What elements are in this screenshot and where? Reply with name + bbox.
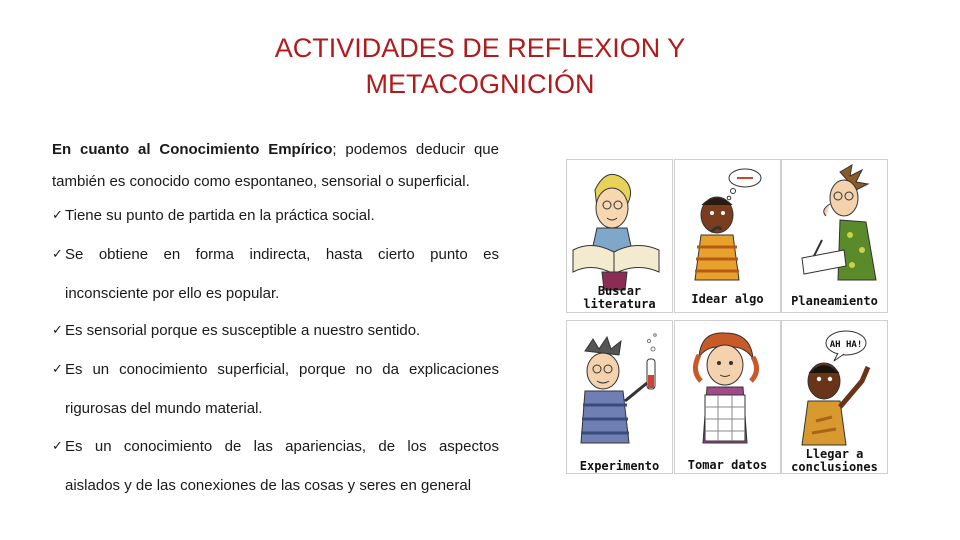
panel-planeamiento (781, 159, 888, 313)
check-icon: ✓ (52, 362, 63, 377)
experiment-person-illustration (567, 321, 672, 473)
panel-idear-algo (674, 159, 781, 313)
bullet-text: Es un conocimiento de las apariencias, de los aspectos (65, 438, 499, 455)
intro-bold: En cuanto al Conocimiento Empírico (52, 141, 333, 158)
thinking-person-illustration (675, 160, 780, 312)
intro-line-1 (52, 140, 499, 160)
panel-caption-line: Llegar a (805, 447, 864, 461)
panel-caption: Planeamiento (791, 294, 878, 308)
bullet-text: Se obtiene en forma indirecta, hasta cierto punto es (65, 246, 499, 263)
panel-llegar-a-conclusiones (781, 320, 888, 474)
bullet-text: Es un conocimiento superficial, porque no da explicaciones (65, 361, 499, 378)
panel-caption-line: literatura (583, 297, 656, 311)
check-icon: ✓ (52, 208, 63, 223)
title-line-1: ACTIVIDADES DE REFLEXION Y (274, 33, 686, 63)
check-icon: ✓ (52, 439, 63, 454)
panel-caption: Tomar datos (687, 458, 768, 472)
panel-experimento (566, 320, 673, 474)
panel-caption: Idear algo (691, 292, 764, 306)
intro-line-2: también es conocido como espontaneo, sensorial o superficial. (52, 173, 470, 190)
bullet-continuation: aislados y de las conexiones de las cosas y seres en general (65, 477, 472, 494)
bubble-text: AH HA! (829, 340, 863, 350)
panel-tomar-datos (674, 320, 781, 474)
slide-title (150, 30, 810, 102)
panel-caption (782, 448, 887, 474)
panel-caption-line: conclusiones (791, 460, 878, 474)
panel-caption-line: Buscar (597, 284, 642, 298)
bullet-text: Tiene su punto de partida en la práctica social. (65, 207, 375, 224)
bullet-text: Es sensorial porque es susceptible a nuestro sentido. (65, 322, 421, 339)
panel-buscar-literatura (566, 159, 673, 313)
title-line-2: METACOGNICIÓN (365, 69, 595, 99)
check-icon: ✓ (52, 247, 63, 262)
intro-rest: ; podemos deducir que (332, 141, 499, 158)
bullet-continuation: rigurosas del mundo material. (65, 400, 263, 417)
data-taking-person-illustration (675, 321, 780, 473)
planning-person-illustration (782, 160, 887, 312)
panel-caption: Experimento (579, 459, 660, 473)
check-icon: ✓ (52, 323, 63, 338)
panel-caption (567, 285, 672, 311)
bullet-continuation: inconsciente por ello es popular. (65, 285, 280, 302)
